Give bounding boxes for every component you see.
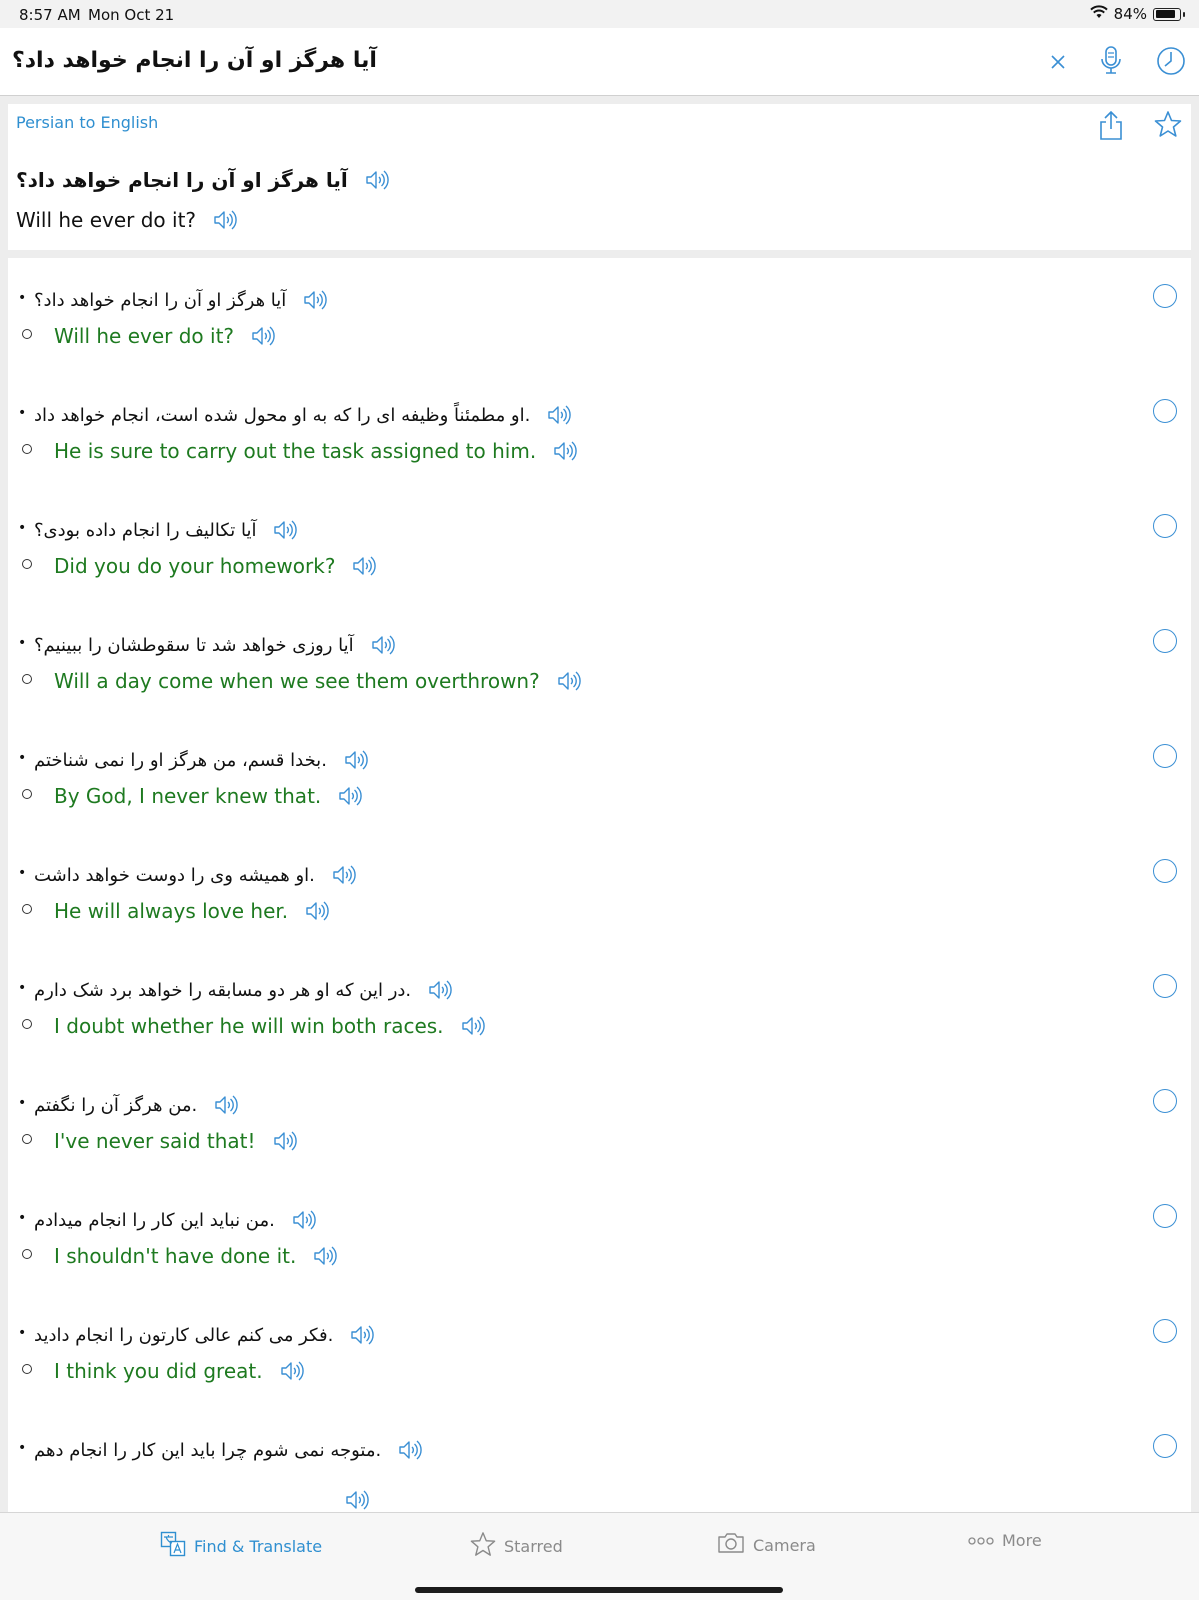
tab-label: Starred <box>504 1536 563 1556</box>
select-radio[interactable] <box>1153 1089 1177 1113</box>
speaker-icon[interactable] <box>427 978 453 1002</box>
example-source-row <box>34 1317 375 1353</box>
speaker-icon[interactable] <box>349 1323 375 1347</box>
battery-percent: 84% <box>1113 5 1147 23</box>
tab-starred[interactable] <box>470 1531 563 1561</box>
tab-label: More <box>1002 1531 1042 1550</box>
clear-icon[interactable] <box>1046 50 1070 74</box>
sub-bullet <box>22 1134 32 1144</box>
list-item[interactable] <box>8 742 1191 859</box>
sub-bullet <box>22 1249 32 1259</box>
example-translation-text: He will always love her. <box>54 899 289 923</box>
home-indicator <box>415 1587 783 1593</box>
star-icon[interactable] <box>1152 108 1184 140</box>
example-translation-row <box>54 1123 298 1159</box>
sub-bullet <box>22 1364 32 1374</box>
speaker-icon[interactable] <box>351 554 377 578</box>
select-radio[interactable] <box>1153 284 1177 308</box>
example-source-text: آیا هرگز او آن را انجام خواهد داد؟ <box>34 289 287 311</box>
example-translation-row <box>54 1482 370 1512</box>
list-item[interactable] <box>8 282 1191 399</box>
select-radio[interactable] <box>1153 1319 1177 1343</box>
microphone-icon[interactable] <box>1097 44 1125 78</box>
example-source-row <box>34 857 357 893</box>
sub-bullet <box>22 559 32 569</box>
sub-bullet <box>22 789 32 799</box>
example-source-row <box>34 627 396 663</box>
example-source-row <box>34 512 298 548</box>
example-translation-text: Will he ever do it? <box>54 324 235 348</box>
speaker-icon[interactable] <box>250 324 276 348</box>
select-radio[interactable] <box>1153 514 1177 538</box>
tab-label: Camera <box>753 1535 816 1555</box>
example-translation-row <box>54 548 377 584</box>
speaker-icon[interactable] <box>291 1208 317 1232</box>
bullet: • <box>18 405 27 421</box>
speaker-icon[interactable] <box>552 439 578 463</box>
status-right <box>1090 5 1181 23</box>
source-text: آیا هرگز او آن را انجام خواهد داد؟ <box>16 168 348 192</box>
speaker-icon[interactable] <box>370 633 396 657</box>
bullet: • <box>18 1210 27 1226</box>
speaker-icon[interactable] <box>304 899 330 923</box>
example-source-row <box>34 1432 423 1468</box>
example-translation-text: Will a day come when we see them overthrown? <box>54 669 540 693</box>
example-translation-row <box>54 663 582 699</box>
list-item[interactable] <box>8 972 1191 1089</box>
example-source-text: آیا روزی خواهد شد تا سقوطشان را ببینیم؟ <box>34 634 354 656</box>
history-icon[interactable] <box>1154 44 1188 78</box>
example-translation-text: I've never said that! <box>54 1129 256 1153</box>
bullet: • <box>18 1095 27 1111</box>
status-bar <box>0 0 1199 28</box>
speaker-icon[interactable] <box>212 208 238 232</box>
example-translation-text: I think you did great. <box>54 1359 263 1383</box>
tab-label: Find & Translate <box>194 1536 323 1556</box>
example-source-text: .من هرگز آن را نگفتم <box>34 1094 198 1116</box>
battery-icon <box>1153 8 1181 21</box>
example-source-text: .او همیشه وی را دوست خواهد داشت <box>34 864 315 886</box>
search-bar <box>0 28 1199 96</box>
bullet: • <box>18 520 27 536</box>
speaker-icon[interactable] <box>344 1488 370 1512</box>
example-source-text: .من نباید این کار را انجام میدادم <box>34 1209 275 1231</box>
example-translation-text: He is sure to carry out the task assigned to him. <box>54 439 537 463</box>
speaker-icon[interactable] <box>546 403 572 427</box>
bullet: • <box>18 1440 27 1456</box>
speaker-icon[interactable] <box>364 168 390 192</box>
example-translation-row <box>54 1008 486 1044</box>
speaker-icon[interactable] <box>397 1438 423 1462</box>
select-radio[interactable] <box>1153 974 1177 998</box>
select-radio[interactable] <box>1153 1204 1177 1228</box>
sub-bullet <box>22 1019 32 1029</box>
list-item[interactable] <box>8 857 1191 974</box>
example-source-text: .فکر می کنم عالی کارتون را انجام دادید <box>34 1324 334 1346</box>
speaker-icon[interactable] <box>312 1244 338 1268</box>
status-date: Mon Oct 21 <box>88 6 175 24</box>
example-source-row <box>34 742 369 778</box>
translate-icon <box>160 1531 186 1561</box>
list-item[interactable] <box>8 1317 1191 1434</box>
list-item[interactable] <box>8 1202 1191 1319</box>
speaker-icon[interactable] <box>460 1014 486 1038</box>
select-radio[interactable] <box>1153 744 1177 768</box>
select-radio[interactable] <box>1153 629 1177 653</box>
speaker-icon[interactable] <box>343 748 369 772</box>
speaker-icon[interactable] <box>337 784 363 808</box>
example-translation-row <box>54 778 363 814</box>
bullet: • <box>18 980 27 996</box>
list-item[interactable] <box>8 397 1191 514</box>
example-translation-row <box>54 1353 305 1389</box>
speaker-icon[interactable] <box>272 1129 298 1153</box>
example-source-row <box>34 282 328 318</box>
bullet: • <box>18 865 27 881</box>
example-source-text: .او مطمئناً وظیفه ای را که به او محول شده است، انجام خواهد داد <box>34 404 531 426</box>
example-source-row <box>34 972 453 1008</box>
example-translation-row <box>54 1238 338 1274</box>
speaker-icon[interactable] <box>279 1359 305 1383</box>
camera-icon <box>717 1531 745 1559</box>
language-direction-link[interactable]: Persian to English <box>16 113 159 132</box>
search-input[interactable]: آیا هرگز او آن را انجام خواهد داد؟ <box>12 48 377 73</box>
sub-bullet <box>22 904 32 914</box>
example-source-row <box>34 397 572 433</box>
bullet: • <box>18 1325 27 1341</box>
example-source-text: .بخدا قسم، من هرگز او را نمی شناختم <box>34 749 327 771</box>
sub-bullet <box>22 329 32 339</box>
speaker-icon[interactable] <box>556 669 582 693</box>
source-row <box>16 168 390 192</box>
more-icon <box>968 1531 994 1550</box>
list-item[interactable] <box>8 1087 1191 1204</box>
select-radio[interactable] <box>1153 399 1177 423</box>
share-icon[interactable] <box>1096 108 1126 142</box>
example-source-text: .در این که او هر دو مسابقه را خواهد برد شک دارم <box>34 979 412 1001</box>
examples-list <box>8 258 1191 1512</box>
select-radio[interactable] <box>1153 1434 1177 1458</box>
select-radio[interactable] <box>1153 859 1177 883</box>
tab-more[interactable] <box>968 1531 1042 1550</box>
wifi-icon <box>1090 5 1108 23</box>
list-item[interactable] <box>8 627 1191 744</box>
bullet: • <box>18 635 27 651</box>
example-translation-row <box>54 433 578 469</box>
speaker-icon[interactable] <box>302 288 328 312</box>
example-translation-text: By God, I never knew that. <box>54 784 322 808</box>
speaker-icon[interactable] <box>331 863 357 887</box>
bullet: • <box>18 290 27 306</box>
example-source-text: .متوجه نمی شوم چرا باید این کار را انجام دهم <box>34 1439 382 1461</box>
example-translation-text: I shouldn't have done it. <box>54 1244 297 1268</box>
speaker-icon[interactable] <box>272 518 298 542</box>
list-item[interactable] <box>8 1432 1191 1512</box>
example-translation-row <box>54 318 276 354</box>
example-source-row <box>34 1087 239 1123</box>
example-translation-text: I doubt whether he will win both races. <box>54 1014 444 1038</box>
bullet: • <box>18 750 27 766</box>
translation-text: Will he ever do it? <box>16 208 197 232</box>
translation-row <box>16 208 238 232</box>
translation-card <box>8 104 1191 250</box>
sub-bullet <box>22 444 32 454</box>
example-translation-text: Did you do your homework? <box>54 554 336 578</box>
tab-find-translate[interactable] <box>160 1531 322 1561</box>
status-time: 8:57 AM <box>19 6 81 24</box>
example-source-row <box>34 1202 317 1238</box>
speaker-icon[interactable] <box>213 1093 239 1117</box>
star-icon <box>470 1531 496 1561</box>
list-item[interactable] <box>8 512 1191 629</box>
example-source-text: آیا تکالیف را انجام داده بودی؟ <box>34 519 257 541</box>
tab-camera[interactable] <box>717 1531 816 1559</box>
example-translation-row <box>54 893 330 929</box>
sub-bullet <box>22 674 32 684</box>
tab-bar <box>0 1512 1199 1600</box>
